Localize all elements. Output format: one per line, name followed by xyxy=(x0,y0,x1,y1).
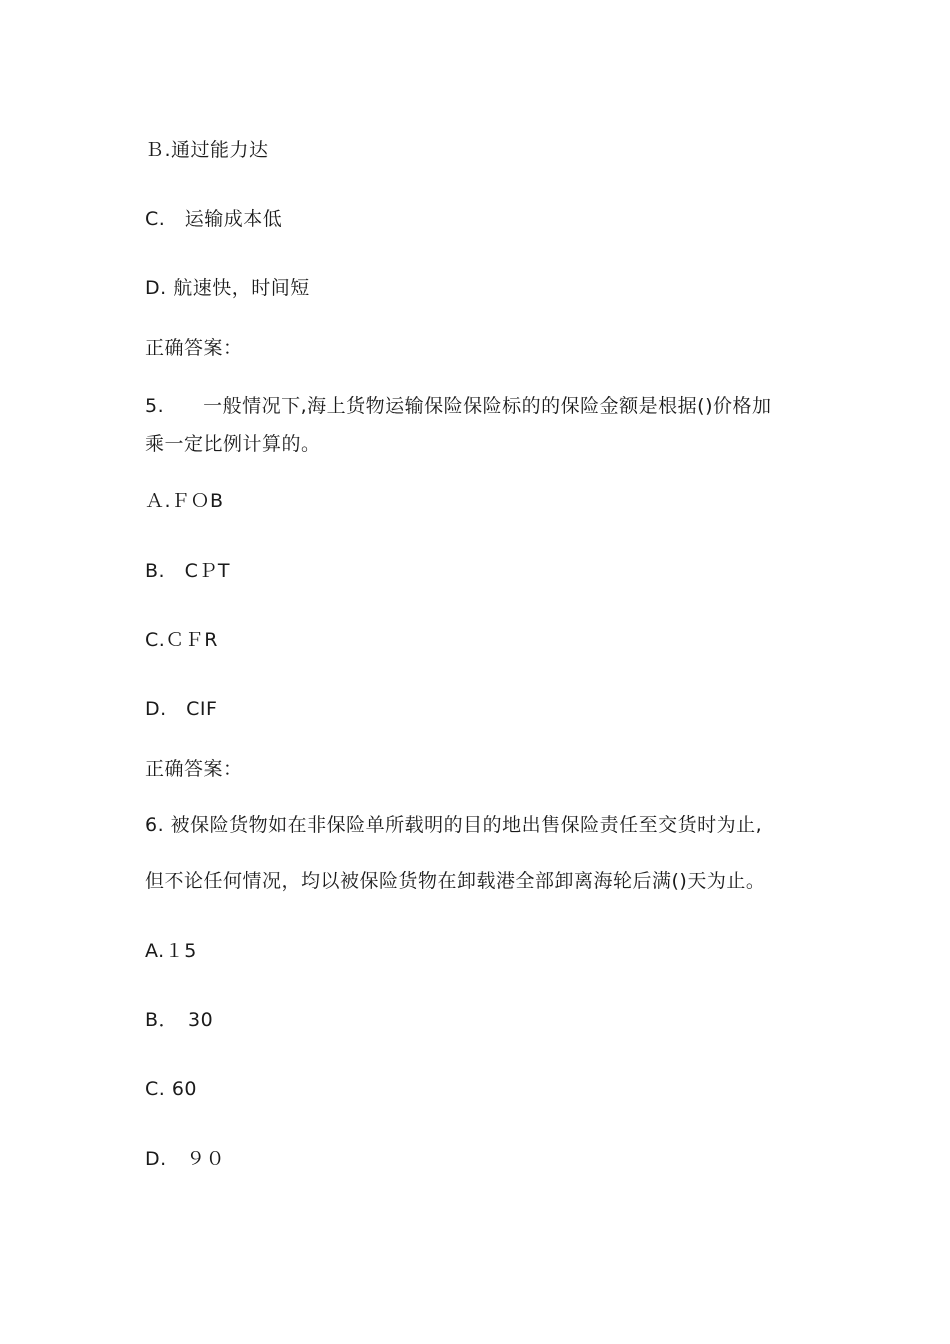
q4-option-c: C. 运输成本低 xyxy=(145,208,283,230)
q5-option-c: C.ＣＦR xyxy=(145,629,219,651)
q6-stem-line-2: 但不论任何情况，均以被保险货物在卸载港全部卸离海轮后满()天为止。 xyxy=(145,870,766,892)
q5-answer-label: 正确答案： xyxy=(145,758,243,780)
q5-option-b: B. CＰT xyxy=(145,560,230,582)
q6-option-c: C. 60 xyxy=(145,1078,198,1100)
q4-option-d: D. 航速快，时间短 xyxy=(145,277,310,299)
q6-option-b: B． 30 xyxy=(145,1009,214,1031)
q6-stem-line-1: 6. 被保险货物如在非保险单所载明的目的地出售保险责任至交货时为止, xyxy=(145,814,763,836)
q5-option-a: Ａ.ＦＯB xyxy=(145,490,224,512)
q4-option-b: Ｂ.通过能力达 xyxy=(145,139,269,161)
q6-option-a: A.１5 xyxy=(145,940,197,962)
q5-stem-line-2: 乘一定比例计算的。 xyxy=(145,433,321,455)
q5-option-d: D. CIF xyxy=(145,698,218,720)
q6-option-d: D. ９０ xyxy=(145,1148,226,1170)
q4-answer-label: 正确答案： xyxy=(145,337,243,359)
q5-stem-line-1: 5. 一般情况下,海上货物运输保险保险标的的保险金额是根据()价格加 xyxy=(145,395,772,417)
